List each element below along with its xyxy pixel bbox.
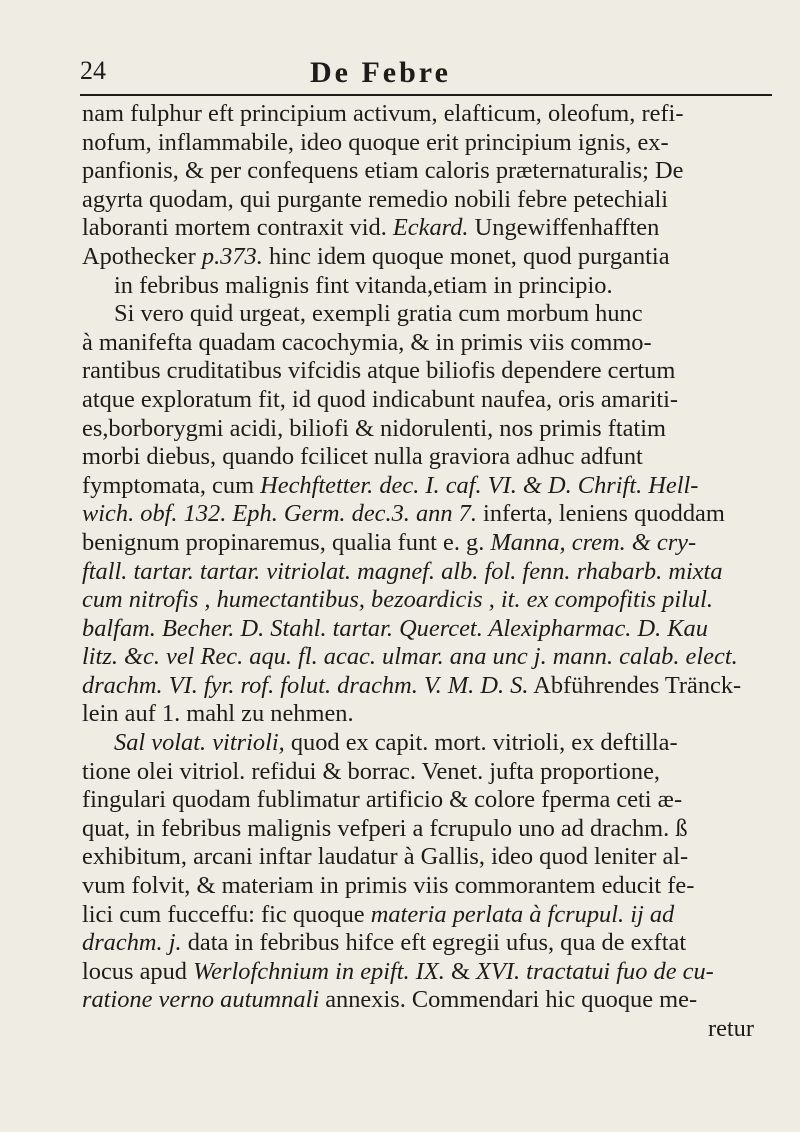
text-segment: data in febribus hifce eft egregii ufus, qua de exftat xyxy=(181,929,687,957)
italic-segment: drachm. j. xyxy=(82,929,182,957)
italic-segment: Eckard. xyxy=(392,214,469,242)
italic-segment: p.373. xyxy=(201,242,263,270)
text-line xyxy=(82,243,782,272)
text-segment: fingulari quodam fublimatur artificio & colore fperma ceti æ- xyxy=(82,786,683,814)
text-segment: inferta, leniens quoddam xyxy=(476,500,725,528)
text-line xyxy=(82,758,782,787)
text-line xyxy=(82,843,782,872)
text-segment: nam fulphur eft principium activum, elafticum, oleofum, refi- xyxy=(82,100,684,127)
text-line xyxy=(82,214,782,243)
text-segment: exhibitum, arcani inftar laudatur à Gallis, ideo quod leniter al- xyxy=(82,843,689,871)
italic-segment: Sal volat. vitrioli, xyxy=(114,729,285,757)
text-segment: quat, in febribus malignis vefperi a fcrupulo uno ad drachm. ß xyxy=(82,814,688,842)
text-line xyxy=(82,472,782,501)
text-segment: nofum, inflammabile, ideo quoque erit principium ignis, ex- xyxy=(82,128,669,156)
text-segment: benignum propinaremus, qualia funt e. g. xyxy=(82,528,491,556)
text-segment: retur xyxy=(707,1015,754,1042)
italic-segment: ftall. tartar. tartar. vitriolat. magnef. alb. fol. fenn. rhabarb. mixta xyxy=(82,557,723,585)
text-segment: laboranti mortem contraxit vid. xyxy=(82,214,393,242)
text-segment: quod ex capit. mort. vitrioli, ex deftilla- xyxy=(284,729,678,757)
text-line xyxy=(82,386,782,415)
text-line xyxy=(82,129,782,158)
page-number: 24 xyxy=(80,56,106,85)
text-line xyxy=(82,643,782,672)
text-line xyxy=(82,1015,782,1044)
text-segment: atque exploratum fit, id quod indicabunt naufea, oris amariti- xyxy=(82,385,679,413)
text-segment: rantibus cruditatibus vifcidis atque biliofis dependere certum xyxy=(82,357,676,385)
italic-segment: cum nitrofis , humectantibus, bezoardicis , it. ex compofitis pilul. xyxy=(82,586,713,614)
text-segment: locus apud xyxy=(82,957,194,985)
text-segment: tione olei vitriol. refidui & borrac. Venet. jufta proportione, xyxy=(82,757,660,785)
text-segment: panfionis, & per confequens etiam caloris præternaturalis; De xyxy=(82,157,684,185)
italic-segment: XVI. tractatui fuo de cu- xyxy=(476,957,714,985)
text-segment: agyrta quodam, qui purgante remedio nobili febre petechiali xyxy=(82,185,669,213)
text-line xyxy=(82,901,782,930)
text-line xyxy=(82,300,782,329)
text-segment: fymptomata, cum xyxy=(82,471,261,499)
text-line xyxy=(82,415,782,444)
text-line xyxy=(82,586,782,615)
italic-segment: Manna, crem. & cry- xyxy=(490,528,697,556)
italic-segment: materia perlata à fcrupul. ij ad xyxy=(370,900,675,928)
text-segment: hinc idem quoque monet, quod purgantia xyxy=(262,242,670,270)
text-line xyxy=(82,672,782,701)
text-line xyxy=(82,357,782,386)
italic-segment: Werlofchnium in epift. IX. xyxy=(193,957,445,985)
text-line xyxy=(82,272,782,301)
text-line xyxy=(82,529,782,558)
text-segment: & xyxy=(444,957,477,985)
text-segment: morbi diebus, quando fcilicet nulla graviora adhuc adfunt xyxy=(82,443,643,471)
text-segment: lein auf 1. mahl zu nehmen. xyxy=(82,700,354,728)
header-rule xyxy=(80,94,772,96)
text-line xyxy=(82,443,782,472)
text-line xyxy=(82,100,782,129)
text-line xyxy=(82,986,782,1015)
text-segment: lici cum fucceffu: fic quoque xyxy=(82,900,371,928)
text-line xyxy=(82,558,782,587)
text-line xyxy=(82,157,782,186)
text-line xyxy=(82,615,782,644)
text-segment: à manifefta quadam cacochymia, & in primis viis commo- xyxy=(82,328,652,356)
italic-segment: drachm. VI. fyr. rof. folut. drachm. V. M. D. S. xyxy=(82,671,529,699)
text-segment: in febribus malignis fint vitanda,etiam in principio. xyxy=(114,271,613,299)
text-line xyxy=(82,815,782,844)
text-segment: Apothecker xyxy=(82,242,202,270)
text-line xyxy=(82,186,782,215)
text-segment: Si vero quid urgeat, exempli gratia cum morbum hunc xyxy=(114,300,643,328)
italic-segment: litz. &c. vel Rec. aqu. fl. acac. ulmar. ana unc j. mann. calab. elect. xyxy=(82,643,738,671)
running-title: De Febre xyxy=(310,56,451,89)
text-segment: Ungewiffenhafften xyxy=(468,214,660,242)
text-segment: Abführendes Tränck- xyxy=(528,671,742,699)
page-header xyxy=(80,56,770,90)
text-line xyxy=(82,929,782,958)
text-line xyxy=(82,958,782,987)
italic-segment: balfam. Becher. D. Stahl. tartar. Quercet. Alexipharmac. D. Kau xyxy=(82,614,708,642)
italic-segment: ratione verno autumnali xyxy=(82,986,320,1014)
text-line xyxy=(82,729,782,758)
text-segment: annexis. Commendari hic quoque me- xyxy=(319,986,698,1014)
text-line xyxy=(82,786,782,815)
text-segment: vum folvit, & materiam in primis viis commorantem educit fe- xyxy=(82,872,695,900)
text-line xyxy=(82,500,782,529)
text-line xyxy=(82,329,782,358)
italic-segment: wich. obf. 132. Eph. Germ. dec.3. ann 7. xyxy=(82,500,477,528)
text-line xyxy=(82,700,782,729)
text-segment: es,borborygmi acidi, biliofi & nidorulenti, nos primis ftatim xyxy=(82,414,666,442)
italic-segment: Hechftetter. dec. I. caf. VI. & D. Chrift. Hell- xyxy=(260,471,699,499)
body-text xyxy=(82,100,782,1044)
text-line xyxy=(82,872,782,901)
